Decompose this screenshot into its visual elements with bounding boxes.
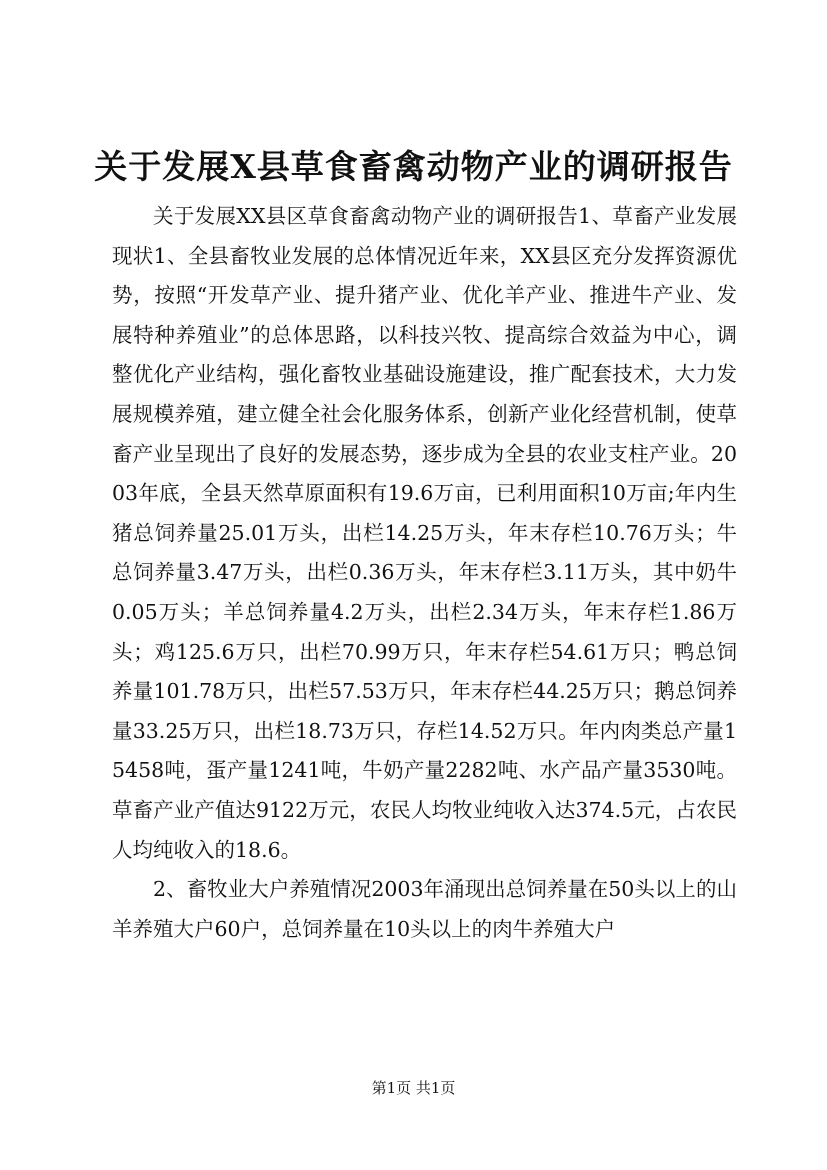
document-body (112, 197, 737, 949)
document-title: 关于发展X县草食畜禽动物产业的调研报告 (94, 147, 733, 186)
page-footer: 第1页 共1页 (371, 1079, 456, 1097)
paragraph-2: 2、畜牧业大户养殖情况2003年涌现出总饲养量在50头以上的山羊养殖大户60户，总饲养量在10头以上的肉牛养殖大户 (112, 877, 737, 941)
paragraph-1: 关于发展XX县区草食畜禽动物产业的调研报告1、草畜产业发展现状1、全县畜牧业发展的总体情况近年来，XX县区充分发挥资源优势，按照“开发草产业、提升猪产业、优化羊产业、推进牛产业、发展特种养殖业”的总体思路，以科技兴牧、提高综合效益为中心，调整优化产业结构，强化畜牧业基础设施建设，推广配套技术，大力发展规模养殖，建立健全社会化服务体系，创新产业化经营机制，使草畜产业呈现出了良好的发展态势，逐步成为全县的农业支柱产业。2003年底，全县天然草原面积有19.6万亩，已利用面积10万亩;年内生猪总饲养量25.01万头，出栏14.25万头，年末存栏10.76万头；牛总饲养量3.47万头，出栏0.36万头，年末存栏3.11万头，其中奶牛0.05万头；羊总饲养量4.2万头，出栏2.34万头，年末存栏1.86万头；鸡125.6万只，出栏70.99万只，年末存栏54.61万只；鸭总饲养量101.78万只，出栏57.53万只，年末存栏44.25万只；鹅总饲养量33.25万只，出栏18.73万只，存栏14.52万只。年内肉类总产量15458吨，蛋产量1241吨，牛奶产量2282吨、水产品产量3530吨。草畜产业产值达9122万元，农民人均牧业纯收入达374.5元，占农民人均纯收入的18.6。 (112, 204, 737, 862)
